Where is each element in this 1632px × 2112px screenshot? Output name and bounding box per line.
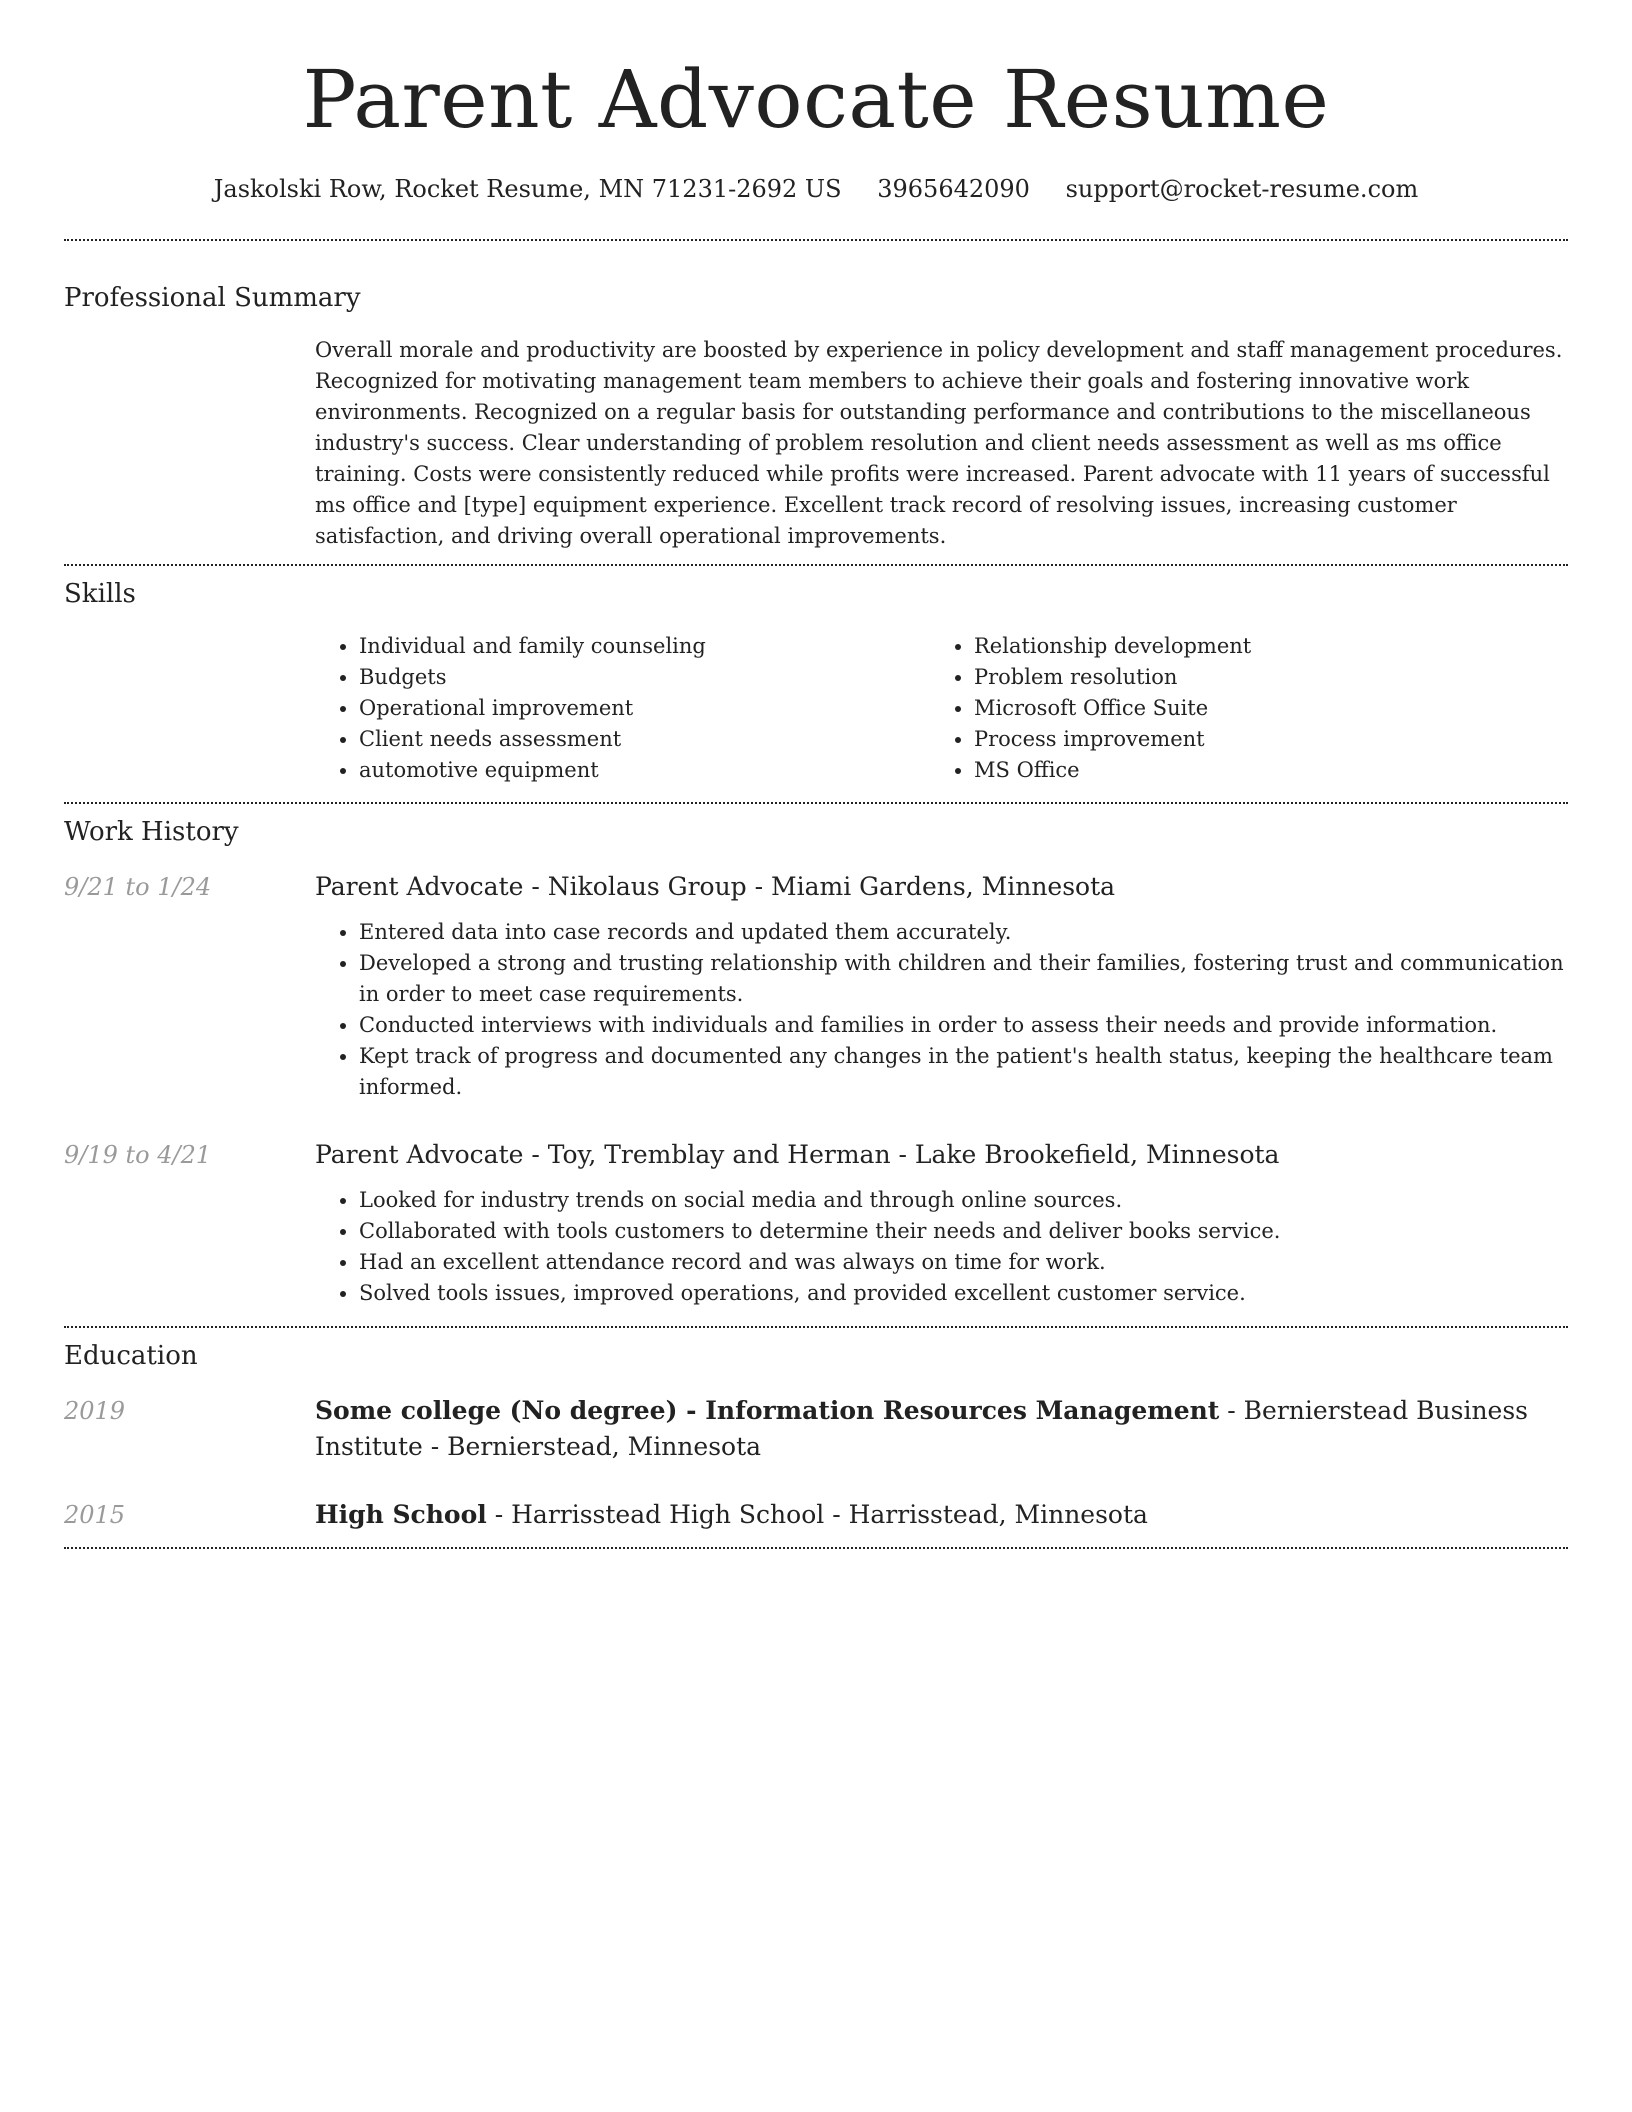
education-entry	[64, 1497, 1568, 1533]
job-bullet: • Conducted interviews with individuals and families in order to assess their needs and provide information.	[359, 1010, 1568, 1041]
contact-email: support@rocket-resume.com	[1065, 175, 1419, 203]
skill-item: • Process improvement	[974, 724, 1545, 755]
job-bullet: • Developed a strong and trusting relationship with children and their families, fostering trust and communication in order to meet case requirements.	[359, 948, 1568, 1010]
skill-item: • Client needs assessment	[359, 724, 930, 755]
section-heading-skills: Skills	[64, 579, 136, 609]
job-bullet: • Had an excellent attendance record and was always on time for work.	[359, 1247, 1568, 1278]
summary-text: Overall morale and productivity are boosted by experience in policy development and staff management procedures. Recognized for motivating management team members to achieve their goals and fostering innovative work environments. Recognized on a regular basis for outstanding performance and contributions to the miscellaneous industry's success. Clear understanding of problem resolution and client needs assessment as well as ms office training. Costs were consistently reduced while profits were increased. Parent advocate with 11 years of successful ms office and [type] equipment experience. Excellent track record of resolving issues, increasing customer satisfaction, and driving overall operational improvements.	[315, 338, 1563, 548]
skill-item: • automotive equipment	[359, 755, 930, 786]
skill-item: • Individual and family counseling	[359, 631, 930, 662]
skill-item: • Operational improvement	[359, 693, 930, 724]
education-degree: Some college (No degree) - Information Resources Management	[315, 1396, 1220, 1425]
resume-page	[64, 0, 1568, 1549]
contact-phone: 3965642090	[877, 175, 1030, 203]
skills-column-left	[315, 631, 930, 786]
skills-column-right	[930, 631, 1545, 786]
education-detail	[315, 1393, 1568, 1465]
divider	[64, 1326, 1568, 1328]
education-year: 2015	[64, 1501, 126, 1529]
divider	[64, 802, 1568, 804]
education-entry	[64, 1393, 1568, 1465]
job-bullets	[315, 1185, 1568, 1309]
job-bullet: • Kept track of progress and documented any changes in the patient's health status, keeping the healthcare team informed.	[359, 1041, 1568, 1103]
job-bullet: • Looked for industry trends on social media and through online sources.	[359, 1185, 1568, 1216]
skill-item: • Microsoft Office Suite	[974, 693, 1545, 724]
skills-list	[315, 631, 1568, 786]
section-heading-summary: Professional Summary	[64, 283, 361, 313]
education-school: - Harrisstead High School - Harrisstead, Minnesota	[486, 1500, 1148, 1529]
job-bullet: • Entered data into case records and updated them accurately.	[359, 917, 1568, 948]
contact-address: Jaskolski Row, Rocket Resume, MN 71231-2692 US	[213, 175, 842, 203]
section-heading-education: Education	[64, 1341, 198, 1371]
job-bullets	[315, 917, 1568, 1103]
skill-item: • Budgets	[359, 662, 930, 693]
job-dates: 9/21 to 1/24	[64, 873, 212, 901]
job-dates: 9/19 to 4/21	[64, 1141, 212, 1169]
education-year: 2019	[64, 1397, 126, 1425]
contact-line	[64, 172, 1568, 206]
job-entry	[64, 1137, 1568, 1309]
education-detail	[315, 1497, 1568, 1533]
job-bullet: • Collaborated with tools customers to determine their needs and deliver books service.	[359, 1216, 1568, 1247]
resume-title: Parent Advocate Resume	[302, 53, 1330, 146]
education-school: - Bernierstead Business Institute - Bernierstead, Minnesota	[315, 1396, 1529, 1461]
skill-item: • Relationship development	[974, 631, 1545, 662]
job-title: Parent Advocate - Toy, Tremblay and Herman - Lake Brookefield, Minnesota	[315, 1140, 1280, 1169]
skill-item: • MS Office	[974, 755, 1545, 786]
section-heading-work: Work History	[64, 817, 239, 847]
education-degree: High School	[315, 1500, 487, 1529]
job-title: Parent Advocate - Nikolaus Group - Miami Gardens, Minnesota	[315, 872, 1116, 901]
divider	[64, 1547, 1568, 1549]
job-entry	[64, 869, 1568, 1103]
divider	[64, 239, 1568, 241]
divider	[64, 564, 1568, 566]
skill-item: • Problem resolution	[974, 662, 1545, 693]
job-bullet: • Solved tools issues, improved operations, and provided excellent customer service.	[359, 1278, 1568, 1309]
